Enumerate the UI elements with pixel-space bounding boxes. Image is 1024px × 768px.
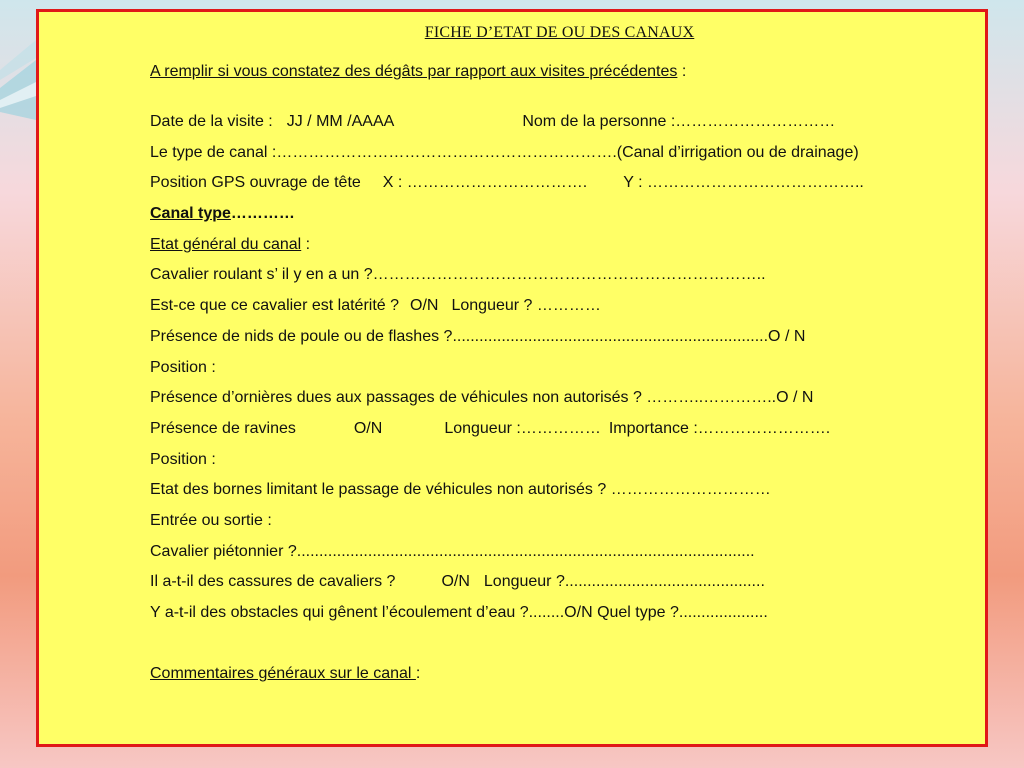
ravines-importance: Importance :……………………. bbox=[608, 419, 831, 437]
page-title: FICHE D’ETAT DE OU DES CANAUX bbox=[424, 24, 695, 41]
person-field: Nom de la personne :………………………… bbox=[522, 113, 836, 130]
commentaires-suffix: : bbox=[415, 665, 421, 682]
date-format: JJ / MM /AAAA bbox=[286, 113, 395, 130]
cassures-line bbox=[150, 573, 975, 604]
canal-type-heading bbox=[150, 205, 975, 236]
pietonnier-text: Cavalier piétonnier ?....................................................................................................... bbox=[150, 542, 755, 560]
laterite-on: O/N bbox=[410, 297, 439, 315]
laterite-text: Est-ce que ce cavalier est latérité ? bbox=[150, 297, 400, 315]
entree-line bbox=[150, 512, 975, 543]
form-lines bbox=[150, 63, 975, 696]
canal-type-text: Le type de canal :……………………………………………………….(Canal d’irrigation ou de drainage) bbox=[150, 143, 859, 161]
ornieres-text: Présence d’ornières dues aux passages de véhicules non autorisés ? ………..…………..O / N bbox=[150, 389, 814, 407]
commentaires-line bbox=[150, 665, 975, 696]
cavalier-line bbox=[150, 266, 975, 297]
ravines-label: Présence de ravines bbox=[150, 419, 296, 437]
intro-suffix: : bbox=[677, 63, 687, 80]
cassures-longueur: Longueur ?............................................. bbox=[483, 573, 765, 591]
position-line-2 bbox=[150, 451, 975, 482]
cassures-text: Il a-t-il des cassures de cavaliers ? bbox=[150, 573, 396, 591]
etat-suffix: : bbox=[301, 235, 311, 253]
cavalier-text: Cavalier roulant s’ il y en a un ?……………………………………………………………….. bbox=[150, 266, 766, 284]
bornes-text: Etat des bornes limitant le passage de véhicules non autorisés ? ………………………… bbox=[150, 481, 771, 499]
ravines-line bbox=[150, 420, 975, 451]
intro-line bbox=[150, 63, 975, 113]
etat-line bbox=[150, 236, 975, 267]
gps-y: Y : ………………………………….. bbox=[623, 174, 864, 192]
intro-text: A remplir si vous constatez des dégâts par rapport aux visites précédentes bbox=[150, 63, 678, 80]
laterite-line bbox=[150, 297, 975, 328]
ravines-longueur: Longueur :…………… bbox=[444, 419, 601, 437]
date-line bbox=[150, 113, 975, 144]
canal-type-dots: ………… bbox=[230, 205, 295, 223]
bornes-line bbox=[150, 481, 975, 512]
canal-type-line bbox=[150, 144, 975, 175]
canal-type-label: Canal type bbox=[150, 205, 231, 223]
form-sheet bbox=[36, 9, 988, 747]
nids-text: Présence de nids de poule ou de flashes ?.......................................................................O / N bbox=[150, 327, 806, 345]
etat-label: Etat général du canal bbox=[150, 235, 302, 253]
pietonnier-line bbox=[150, 543, 975, 574]
commentaires-label: Commentaires généraux sur le canal bbox=[150, 665, 416, 682]
position-text-2: Position : bbox=[150, 450, 216, 468]
gps-label: Position GPS ouvrage de tête bbox=[150, 174, 361, 192]
entree-text: Entrée ou sortie : bbox=[150, 511, 272, 529]
laterite-longueur: Longueur ? ………… bbox=[451, 297, 601, 315]
obstacles-text: Y a-t-il des obstacles qui gênent l’écoulement d’eau ?........O/N Quel type ?.................... bbox=[150, 604, 768, 621]
cassures-on: O/N bbox=[441, 573, 470, 591]
gps-x: X : ……………………………. bbox=[382, 174, 588, 192]
obstacles-line bbox=[150, 604, 975, 665]
ornieres-line bbox=[150, 389, 975, 420]
position-text-1: Position : bbox=[150, 358, 216, 376]
position-line-1 bbox=[150, 359, 975, 390]
nids-line bbox=[150, 328, 975, 359]
gps-line bbox=[150, 174, 975, 205]
ravines-on: O/N bbox=[353, 419, 383, 437]
date-label: Date de la visite : bbox=[150, 113, 273, 130]
